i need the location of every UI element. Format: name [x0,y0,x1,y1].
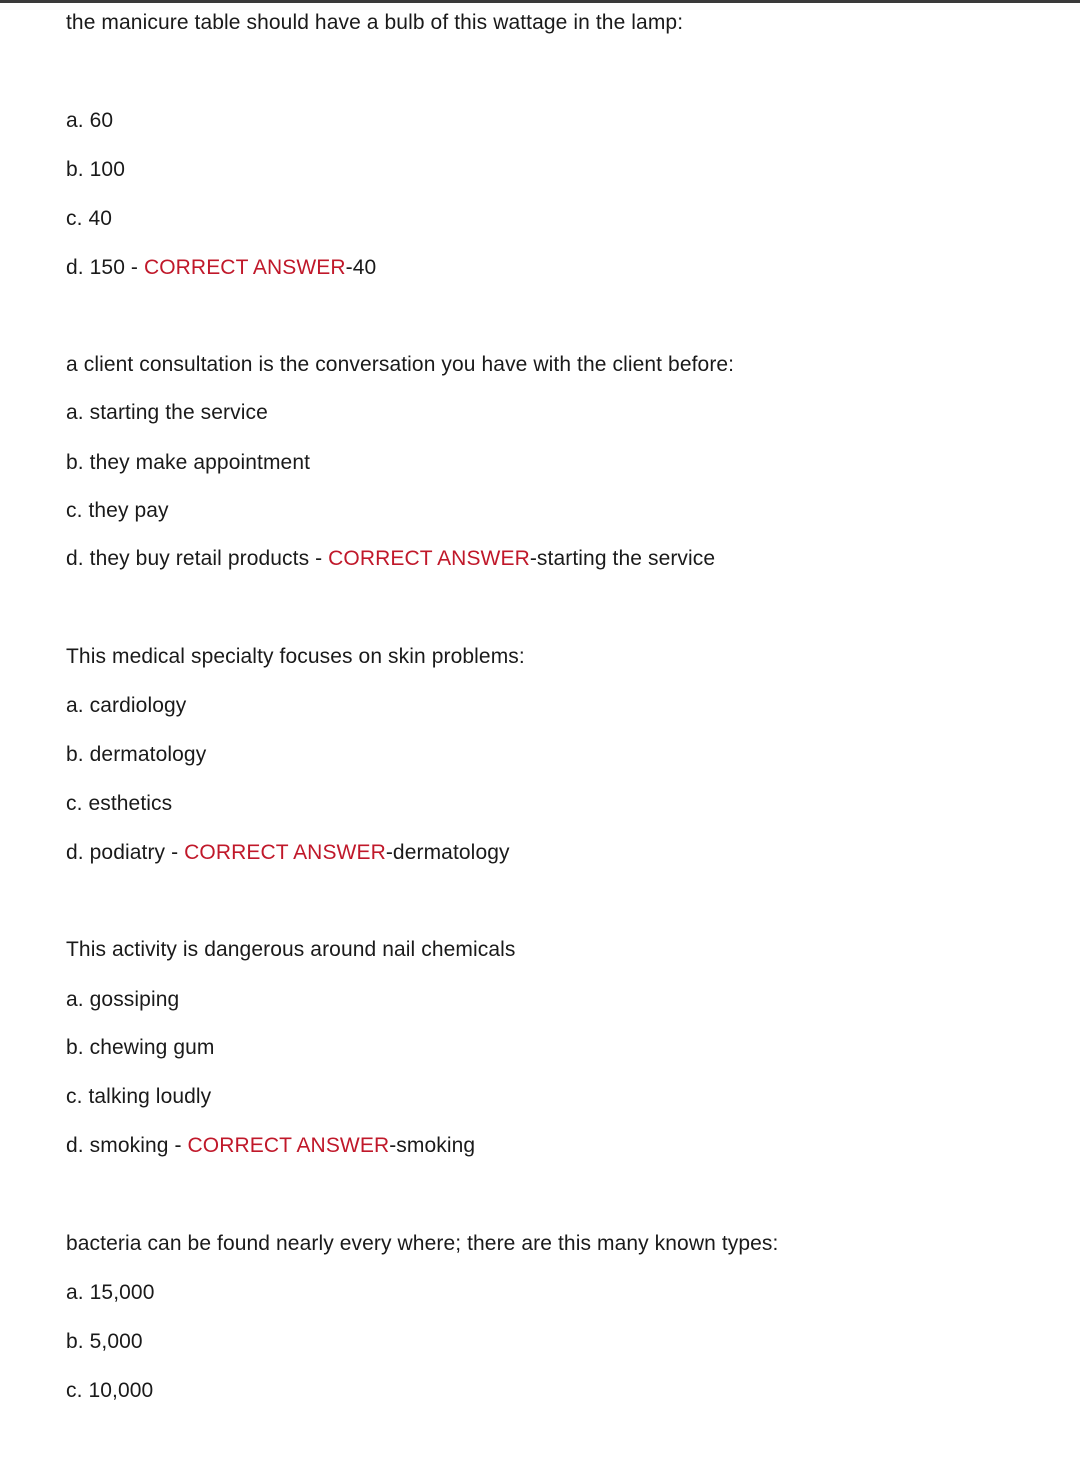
question-1-answer-value: -40 [345,256,377,279]
question-2-option-b: b. they make appointment [66,451,311,474]
question-2-prompt: a client consultation is the conversation you have with the client before: [66,353,735,376]
question-5-option-a: a. 15,000 [66,1281,155,1304]
question-4-answer-value: -smoking [389,1134,476,1157]
question-5-option-c: c. 10,000 [66,1379,154,1402]
question-4-separator: - [168,1134,188,1157]
question-2-answer-label: CORRECT ANSWER [328,547,530,570]
top-border-rule [0,0,1080,3]
question-2-separator: - [309,547,329,570]
question-4-option-a: a. gossiping [66,988,180,1011]
question-4-option-c: c. talking loudly [66,1085,212,1108]
question-1-answer-label: CORRECT ANSWER [143,256,346,279]
question-3-separator: - [165,841,185,864]
question-1-option-d: d. 150 [66,256,125,279]
question-5-option-b: b. 5,000 [66,1330,143,1353]
question-3-prompt: This medical specialty focuses on skin problems: [66,645,525,668]
question-5-prompt: bacteria can be found nearly every where; there are this many known types: [66,1232,779,1255]
question-4-option-b: b. chewing gum [66,1036,215,1059]
question-4-answer-label: CORRECT ANSWER [187,1134,390,1157]
question-4-option-d: d. smoking [66,1134,169,1157]
question-4-answer-line [66,1133,475,1159]
question-3-answer-label: CORRECT ANSWER [184,841,386,864]
question-3-option-c: c. esthetics [66,792,173,815]
question-1-option-b: b. 100 [66,158,125,181]
question-2-answer-line [66,546,715,572]
question-2-option-c: c. they pay [66,499,169,522]
question-3-option-b: b. dermatology [66,743,207,766]
question-1-prompt: the manicure table should have a bulb of this wattage in the lamp: [66,11,684,34]
question-1-separator: - [125,256,144,279]
question-2-option-a: a. starting the service [66,401,268,424]
question-1-answer-line [66,255,376,281]
question-3-option-a: a. cardiology [66,694,187,717]
question-2-option-d: d. they buy retail products [66,547,310,570]
question-3-answer-line [66,840,510,866]
question-4-prompt: This activity is dangerous around nail chemicals [66,938,516,961]
question-3-option-d: d. podiatry [66,841,166,864]
question-2-answer-value: -starting the service [529,547,716,570]
question-1-option-a: a. 60 [66,109,114,132]
question-1-option-c: c. 40 [66,207,113,230]
question-3-answer-value: -dermatology [385,841,510,864]
